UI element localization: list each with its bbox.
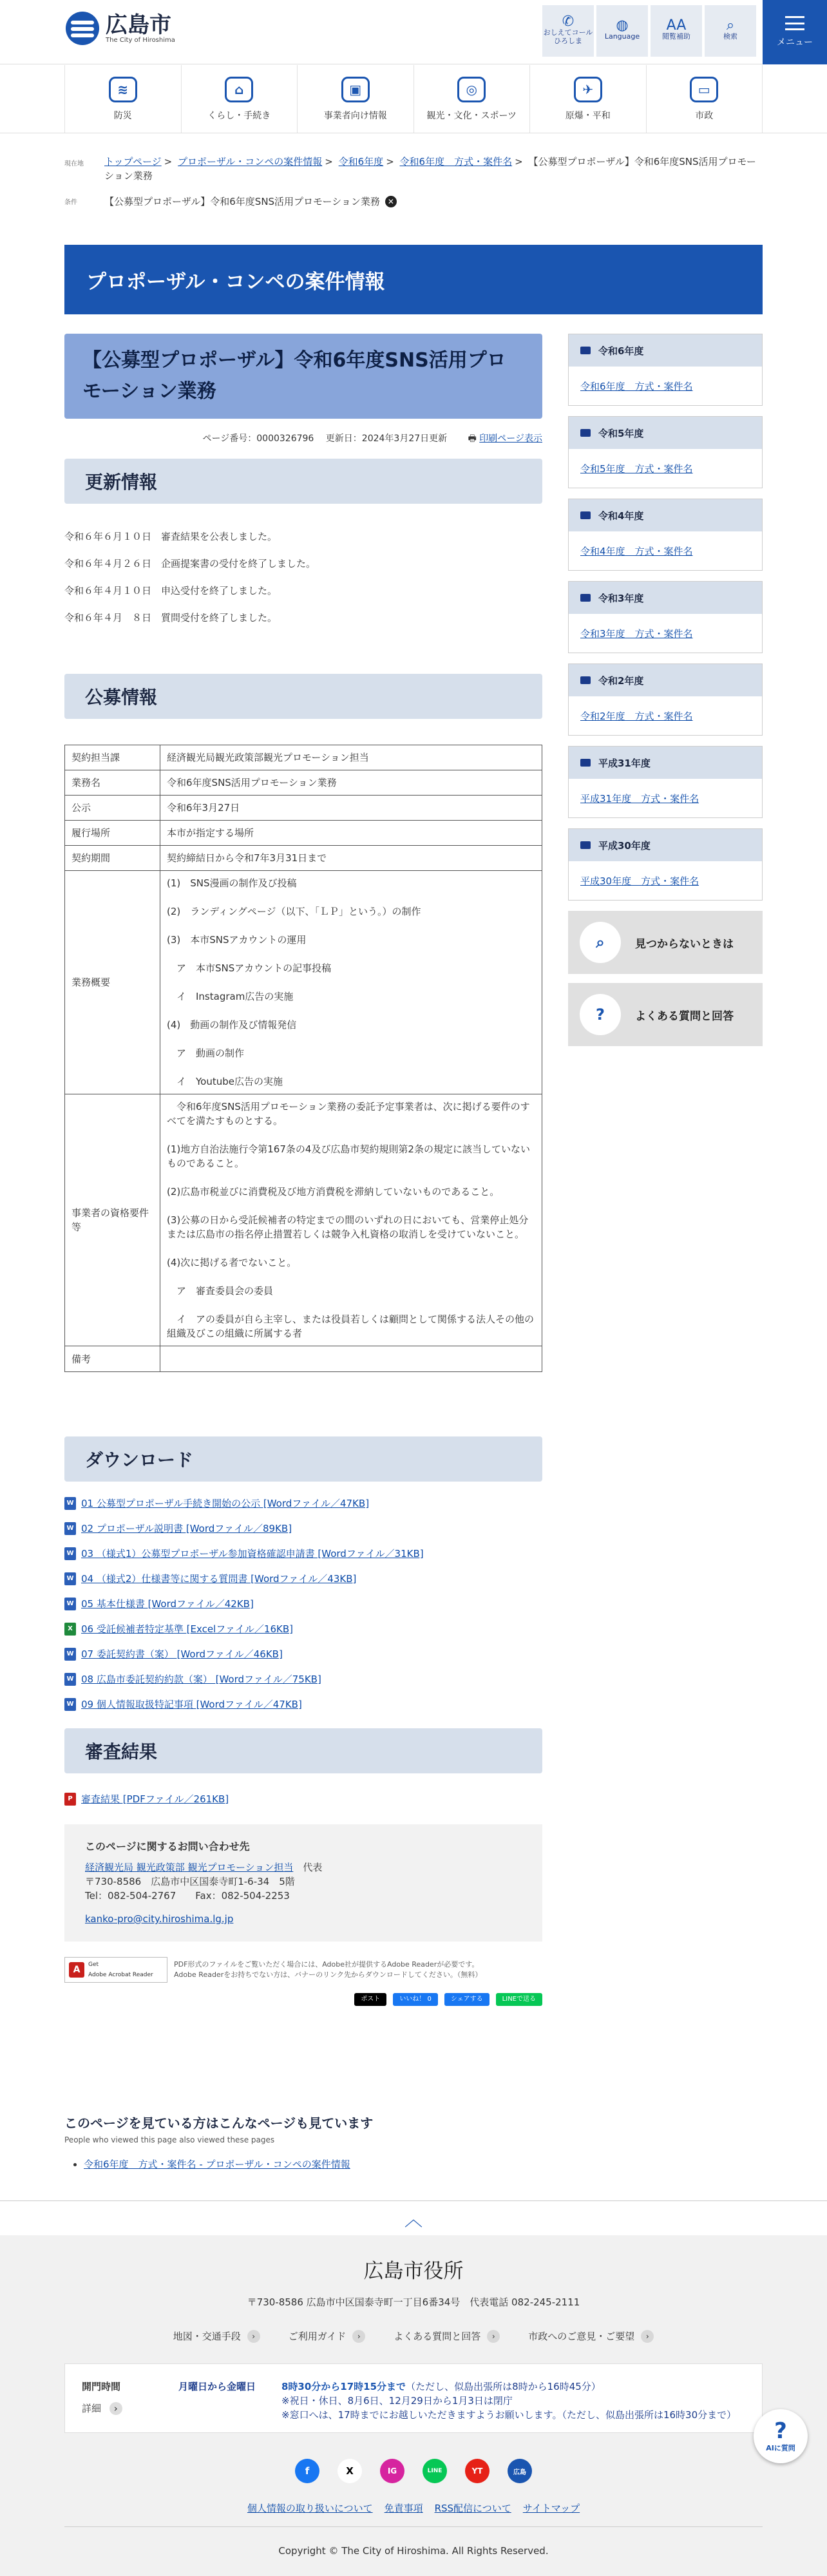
not-found-button[interactable]: ⌕ 見つからないときは — [568, 911, 763, 974]
gaiyou-cell: (1) SNS漫画の制作及び投稿 (2) ランディングページ（以下、「ＬＰ」という。）の制作 (3) 本市SNSアカウントの運用 ア 本市SNSアカウントの記事投稿 イ Instagram広告の実施 (4) 動画の制作及び情報発信 ア 動画の制作 イ Youtube広告の実施 — [160, 871, 542, 1094]
global-nav — [64, 65, 763, 133]
facebook-like-button[interactable]: いいね！ 0 — [393, 1993, 438, 2006]
folder-icon — [580, 429, 591, 437]
table-row: 公示 令和6年3月27日 — [65, 796, 542, 821]
page-number: ページ番号：0000326796 — [202, 434, 314, 444]
sidebar-box: 令和6年度 令和6年度 方式・案件名 — [568, 334, 763, 406]
sidebar-box: 令和3年度 令和3年度 方式・案件名 — [568, 581, 763, 653]
table-row: 契約期間 契約締結日から令和7年3月31日まで — [65, 846, 542, 871]
sidebar-box: 令和5年度 令和5年度 方式・案件名 — [568, 416, 763, 488]
sidebar-link[interactable]: 令和5年度 方式・案件名 — [580, 463, 693, 475]
call-center-button[interactable]: ✆ おしえてコールひろしま — [542, 5, 594, 57]
hiroshima-app-icon[interactable]: 広島 — [508, 2459, 532, 2483]
word-file-icon: W — [64, 1598, 76, 1610]
footer-nav-item[interactable]: 地図・交通手段 › — [173, 2329, 260, 2343]
chevron-right-icon: › — [352, 2330, 365, 2343]
table-row: 業務名 令和6年度SNS活用プロモーション業務 — [65, 770, 542, 796]
x-post-button[interactable]: ポスト — [354, 1993, 386, 2006]
main-content — [64, 334, 542, 2006]
word-file-icon: W — [64, 1572, 76, 1585]
facebook-icon[interactable]: f — [295, 2459, 319, 2483]
inquiry-address: 〒730-8586 広島市中区国泰寺町1-6-34 5階 — [85, 1876, 295, 1887]
koubo-table — [64, 745, 542, 1372]
house-icon: ⌂ — [225, 77, 253, 102]
footer-nav-item[interactable]: よくある質問と回答 › — [394, 2329, 500, 2343]
section-heading-updates: 更新情報 — [64, 459, 542, 504]
list-item: W 01 公募型プロポーザル手続き開始の公示 [Wordファイル／47KB] — [64, 1491, 542, 1516]
breadcrumb-link-top[interactable]: トップページ — [104, 156, 162, 167]
chevron-right-icon: › — [641, 2330, 654, 2343]
privacy-link[interactable]: 個人情報の取り扱いについて — [247, 2503, 373, 2514]
table-row: 履行場所 本市が指定する場所 — [65, 821, 542, 846]
chevron-right-icon: › — [487, 2330, 500, 2343]
site-header — [0, 0, 827, 64]
folder-icon — [580, 594, 591, 602]
sidebar — [568, 334, 763, 1055]
inquiry-mail-link[interactable]: kanko-pro@city.hiroshima.lg.jp — [85, 1913, 234, 1925]
shikaku-cell: 令和6年度SNS活用プロモーション業務の委託予定事業者は、次に掲げる要件のすべてを満たすものとする。 (1)地方自治法施行令第167条の4及び広島市契約規則第2条の規定に該当していないものであること。 (2)広島市税並びに消費税及び地方消費税を滞納していないものであること。 (3)公募の日から受託候補者の特定までの間のいずれの日においても、営業停止処分または広島市の指名停止措置若しくは競争入札資格の取消しを受けていないこと。 (4)次に掲げる者でないこと。 ア 審査委員会の委員 イ アの委員が自ら主宰し、または役員若しくは顧問として関係する法人その他の組織及びこの組織に所属する者 — [160, 1094, 542, 1346]
gnav-item-business[interactable]: ▣ 事業者向け情報 — [297, 65, 414, 133]
logo-icon — [66, 12, 99, 45]
list-item: P 審査結果 [PDFファイル／261KB] — [64, 1786, 542, 1811]
related-subtitle: People who viewed this page also viewed these pages — [64, 2135, 275, 2144]
line-send-button[interactable]: LINEで送る — [496, 1993, 542, 2006]
footer-nav-item[interactable]: 市政へのご意見・ご要望 › — [528, 2329, 654, 2343]
update-item: 令和６年４月１０日 申込受付を終了しました。 — [64, 585, 278, 596]
chevron-right-icon: › — [109, 2402, 122, 2415]
breadcrumb-link-r6[interactable]: 令和6年度 — [338, 156, 384, 167]
updated-date: 更新日：2024年3月27日更新 — [325, 434, 448, 444]
copyright: Copyright © The City of Hiroshima. All Rights Reserved. — [64, 2526, 763, 2557]
acrobat-icon: A — [69, 1962, 84, 1978]
breadcrumb-link-proposal[interactable]: プロポーザル・コンペの案件情報 — [178, 156, 323, 167]
sidebar-link[interactable]: 平成31年度 方式・案件名 — [580, 792, 699, 805]
rss-link[interactable]: RSS配信について — [434, 2503, 511, 2514]
footer-title: 広島市役所 — [363, 2260, 464, 2283]
language-button[interactable]: ◍ Language — [596, 5, 648, 57]
section-heading-koubo: 公募情報 — [64, 674, 542, 719]
inquiry-tel: Tel：082-504-2767 Fax：082-504-2253 — [85, 1890, 290, 1902]
search-icon: ⌕ — [726, 17, 735, 33]
list-item: W 04 （様式2）仕様書等に関する質問書 [Wordファイル／43KB] — [64, 1566, 542, 1591]
folder-icon — [580, 511, 591, 519]
search-doc-icon: ⌕ — [580, 922, 621, 963]
adobe-reader-banner[interactable]: A Get Adobe Acrobat Reader — [64, 1957, 167, 1983]
update-item: 令和６年６月１０日 審査結果を公表しました。 — [64, 531, 278, 542]
text-size-icon: AA — [666, 17, 687, 33]
footer-links — [0, 2501, 827, 2515]
share-buttons — [64, 1993, 542, 2006]
gnav-item-peace[interactable]: ✈ 原爆・平和 — [529, 65, 646, 133]
folder-icon: ▭ — [690, 77, 718, 102]
hours-detail-link[interactable]: 詳細 › — [82, 2401, 178, 2416]
breadcrumb-label-2: 条件 — [64, 199, 77, 206]
sidebar-link[interactable]: 令和2年度 方式・案件名 — [580, 710, 693, 722]
logo-title: 広島市 — [106, 12, 171, 38]
inquiry-box: このページに関するお問い合わせ先 経済観光局 観光政策部 観光プロモーション担当 代表 〒730-8586 広島市中区国泰寺町1-6-34 5階 Tel：082-504-2767 Fax：082-504-2253 kanko-pro@city.hiroshima.lg.jp — [64, 1824, 542, 1942]
sidebar-box: 平成31年度 平成31年度 方式・案件名 — [568, 746, 763, 818]
menu-button[interactable]: メニュー — [763, 0, 827, 64]
chevron-up-icon: ︿ — [404, 2208, 423, 2230]
pdf-file-icon: P — [64, 1793, 76, 1806]
instagram-icon[interactable]: IG — [380, 2459, 404, 2483]
breadcrumb-label: 現在地 — [64, 160, 84, 167]
question-icon: ? — [580, 994, 621, 1035]
dove-icon: ✈ — [574, 77, 602, 102]
footer-nav-item[interactable]: ご利用ガイド › — [289, 2329, 366, 2343]
word-file-icon: W — [64, 1522, 76, 1535]
word-file-icon: W — [64, 1698, 76, 1711]
search-button[interactable]: ⌕ 検索 — [705, 5, 756, 57]
list-item: W 07 委託契約書（案） [Wordファイル／46KB] — [64, 1641, 542, 1666]
list-item: X 06 受託候補者特定基準 [Excelファイル／16KB] — [64, 1616, 542, 1641]
related-title: このページを見ている方はこんなページも見ています — [64, 2115, 374, 2131]
folder-icon — [580, 676, 591, 684]
page-meta — [64, 432, 542, 446]
phone-icon: ✆ — [562, 13, 575, 30]
wave-icon: ≋ — [109, 77, 137, 102]
sidebar-box: 令和2年度 令和2年度 方式・案件名 — [568, 663, 763, 736]
close-icon[interactable]: ✕ — [385, 196, 397, 207]
site-footer — [0, 2235, 827, 2576]
chevron-right-icon: › — [247, 2330, 260, 2343]
footer-nav — [0, 2329, 827, 2343]
print-link[interactable]: 🖶 印刷ページ表示 — [468, 434, 542, 444]
page-top-button[interactable] — [0, 2200, 827, 2235]
list-item: W 09 個人情報取扱特記事項 [Wordファイル／47KB] — [64, 1692, 542, 1717]
sidebar-box: 令和4年度 令和4年度 方式・案件名 — [568, 499, 763, 571]
breadcrumb-current: 【公募型プロポーザル】令和6年度SNS活用プロモーション業務 — [104, 156, 756, 182]
update-item: 令和６年４月 ８日 質問受付を終了しました。 — [64, 612, 278, 624]
briefcase-icon: ▣ — [341, 77, 370, 102]
related-link[interactable]: 令和6年度 方式・案件名 - プロポーザル・コンペの案件情報 — [84, 2159, 350, 2170]
gnav-item-kurashi[interactable]: ⌂ くらし・手続き — [181, 65, 298, 133]
facebook-share-button[interactable]: シェアする — [444, 1993, 490, 2006]
list-item: W 05 基本仕様書 [Wordファイル／42KB] — [64, 1591, 542, 1616]
breadcrumb: 現在地 トップページ > プロポーザル・コンペの案件情報 > 令和6年度 > 令和6年度 方式・案件名 > 【公募型プロポーザル】令和6年度SNS活用プロモーション業務 条件 【公募型プロポーザル】令和6年度SNS活用プロモーション業務 ✕ — [64, 155, 763, 220]
hamburger-icon — [785, 16, 804, 30]
excel-file-icon: X — [64, 1623, 76, 1636]
breadcrumb-current-2: 【公募型プロポーザル】令和6年度SNS活用プロモーション業務 — [104, 196, 380, 207]
table-row: 事業者の資格要件等 令和6年度SNS活用プロモーション業務の委託予定事業者は、次に掲げる要件のすべてを満たすものとする。 (1)地方自治法施行令第167条の4及び広島市契約規則第2条の規定に該当していないものであること。 (2)広島市税並びに消費税及び地方消費税を滞納していないものであること。 (3)公募の日から受託候補者の特定までの間のいずれの日においても、営業停止処分または広島市の指名停止措置若しくは競争入札資格の取消しを受けていないこと。 (4)次に掲げる者でないこと。 ア 審査委員会の委員 イ アの委員が自ら主宰し、または役員若しくは顧問として関係する法人その他の組織及びこの組織に所属する者 — [65, 1094, 542, 1346]
list-item: W 08 広島市委託契約約款（案） [Wordファイル／75KB] — [64, 1666, 542, 1692]
table-row: 備考 — [65, 1346, 542, 1372]
faq-button[interactable]: ? よくある質問と回答 — [568, 983, 763, 1046]
torii-icon: ◎ — [457, 77, 486, 102]
logo-subtitle: The City of Hiroshima — [106, 36, 175, 44]
table-row: 業務概要 (1) SNS漫画の制作及び投稿 (2) ランディングページ（以下、「ＬＰ」という。）の制作 (3) 本市SNSアカウントの運用 ア 本市SNSアカウントの記事投稿 イ Instagram広告の実施 (4) 動画の制作及び情報発信 ア 動画の制作 イ Youtube広告の実施 — [65, 871, 542, 1094]
youtube-icon[interactable]: YT — [465, 2459, 490, 2483]
list-item: W 02 プロポーザル説明書 [Wordファイル／89KB] — [64, 1516, 542, 1541]
site-logo[interactable] — [66, 12, 175, 45]
question-icon: ? — [774, 2418, 787, 2444]
result-list — [64, 1786, 542, 1811]
download-list — [64, 1491, 542, 1717]
sitemap-link[interactable]: サイトマップ — [522, 2503, 580, 2514]
ai-question-button[interactable]: ? AIに質問 — [754, 2409, 808, 2463]
line-icon[interactable]: LINE — [423, 2459, 447, 2483]
header-tools — [542, 0, 827, 64]
word-file-icon: W — [64, 1648, 76, 1661]
inquiry-dept-link[interactable]: 経済観光局 観光政策部 観光プロモーション担当 — [85, 1862, 294, 1873]
printer-icon: 🖶 — [468, 434, 477, 444]
breadcrumb-link-r6-list[interactable]: 令和6年度 方式・案件名 — [399, 156, 513, 167]
inquiry-title: このページに関するお問い合わせ先 — [85, 1840, 250, 1853]
section-heading-result: 審査結果 — [64, 1728, 542, 1773]
sidebar-link[interactable]: 平成30年度 方式・案件名 — [580, 875, 699, 887]
table-row: 契約担当課 経済観光局観光政策部観光プロモーション担当 — [65, 745, 542, 770]
related-pages — [64, 2113, 763, 2171]
word-file-icon: W — [64, 1673, 76, 1686]
folder-icon — [580, 759, 591, 767]
sidebar-box: 平成30年度 平成30年度 方式・案件名 — [568, 828, 763, 901]
gnav-item-bousai[interactable]: ≋ 防災 — [64, 65, 181, 133]
list-item: W 03 （様式1）公募型プロポーザル参加資格確認申請書 [Wordファイル／31KB] — [64, 1541, 542, 1566]
footer-sns — [0, 2459, 827, 2483]
footer-address: 〒730-8586 広島市中区国泰寺町一丁目6番34号 代表電話 082-245-2111 — [247, 2296, 580, 2308]
gnav-item-shisei[interactable]: ▭ 市政 — [646, 65, 763, 133]
sidebar-link[interactable]: 令和4年度 方式・案件名 — [580, 545, 693, 557]
word-file-icon: W — [64, 1547, 76, 1560]
folder-icon — [580, 841, 591, 849]
office-hours: 開門時間 詳細 › 月曜日から金曜日 8時30分から17時15分まで（ただし、似島出張所は8時から16時45分） ※祝日・休日、8月6日、12月29日から1月3日は閉庁 ※窓口へは、17時までにお越しいただきますようお願いします。（ただし、似島出張所は16時30分まで） — [64, 2363, 763, 2433]
sidebar-link[interactable]: 令和6年度 方式・案件名 — [580, 380, 693, 392]
accessibility-button[interactable]: AA 閲覧補助 — [651, 5, 702, 57]
sidebar-link[interactable]: 令和3年度 方式・案件名 — [580, 627, 693, 640]
x-icon[interactable]: X — [337, 2459, 362, 2483]
update-item: 令和６年４月２６日 企画提案書の受付を終了しました。 — [64, 558, 316, 569]
section-heading-download: ダウンロード — [64, 1436, 542, 1482]
category-banner: プロポーザル・コンペの案件情報 — [64, 245, 763, 314]
update-list — [64, 530, 542, 625]
word-file-icon: W — [64, 1497, 76, 1510]
gnav-item-tourism[interactable]: ◎ 観光・文化・スポーツ — [414, 65, 530, 133]
adobe-notice: A Get Adobe Acrobat Reader PDF形式のファイルをご覧いただく場合には、Adobe社が提供するAdobe Readerが必要です。 Adobe Readerをお持ちでない方は、バナーのリンク先からダウンロードしてください。（無料） — [64, 1957, 542, 1983]
globe-icon: ◍ — [616, 17, 629, 33]
disclaimer-link[interactable]: 免責事項 — [384, 2503, 423, 2514]
page-title: 【公募型プロポーザル】令和6年度SNS活用プロモーション業務 — [64, 334, 542, 419]
folder-icon — [580, 347, 591, 354]
